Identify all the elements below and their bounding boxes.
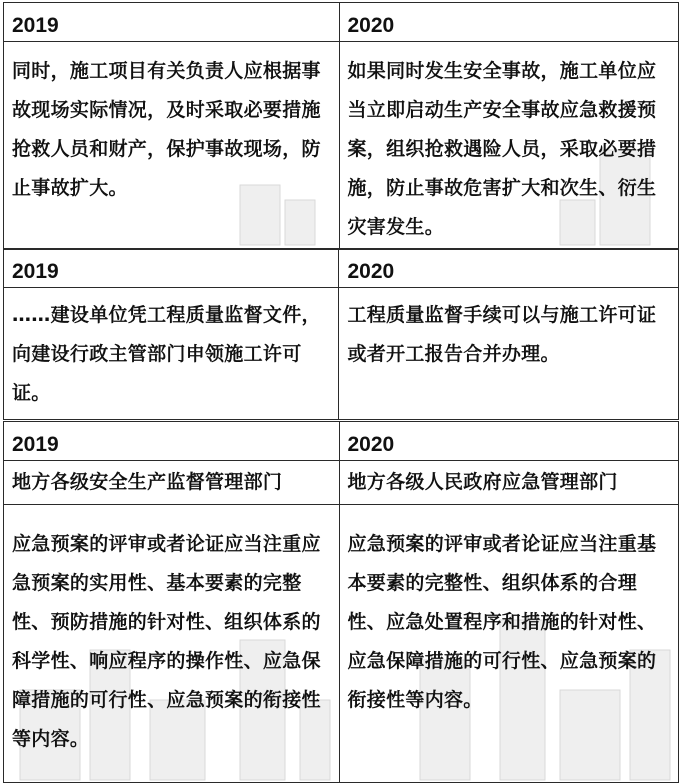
comparison-table-construction-permit xyxy=(3,248,679,420)
department-2020-cell: 地方各级人民政府应急管理部门 xyxy=(339,461,679,505)
year-2020-header: 2020 xyxy=(339,3,679,42)
comparison-table-emergency-plan-review xyxy=(3,421,679,783)
comparison-table-emergency-response xyxy=(3,2,679,250)
year-2020-header: 2020 xyxy=(339,249,679,288)
text-2020-cell: 如果同时发生安全事故，施工单位应当立即启动生产安全事故应急救援预案，组织抢救遇险人员，采取必要措施，防止事故危害扩大和次生、衍生灾害发生。 xyxy=(339,42,679,250)
text-2019-cell: 应急预案的评审或者论证应当注重应急预案的实用性、基本要素的完整性、预防措施的针对性、组织体系的科学性、响应程序的操作性、应急保障措施的可行性、应急预案的衔接性等内容。 xyxy=(4,505,340,783)
department-2019-cell: 地方各级安全生产监督管理部门 xyxy=(4,461,340,505)
year-2019-header: 2019 xyxy=(4,422,340,461)
year-2020-header: 2020 xyxy=(339,422,679,461)
year-2019-header: 2019 xyxy=(4,3,340,42)
text-2019-cell: 同时，施工项目有关负责人应根据事故现场实际情况，及时采取必要措施抢救人员和财产，保护事故现场，防止事故扩大。 xyxy=(4,42,340,250)
text-2020-cell: 工程质量监督手续可以与施工许可证或者开工报告合并办理。 xyxy=(339,288,679,420)
text-2019-cell: ……建设单位凭工程质量监督文件，向建设行政主管部门申领施工许可证。 xyxy=(4,288,339,420)
year-2019-header: 2019 xyxy=(4,249,339,288)
text-2020-cell: 应急预案的评审或者论证应当注重基本要素的完整性、组织体系的合理性、应急处置程序和措施的针对性、应急保障措施的可行性、应急预案的衔接性等内容。 xyxy=(339,505,679,783)
